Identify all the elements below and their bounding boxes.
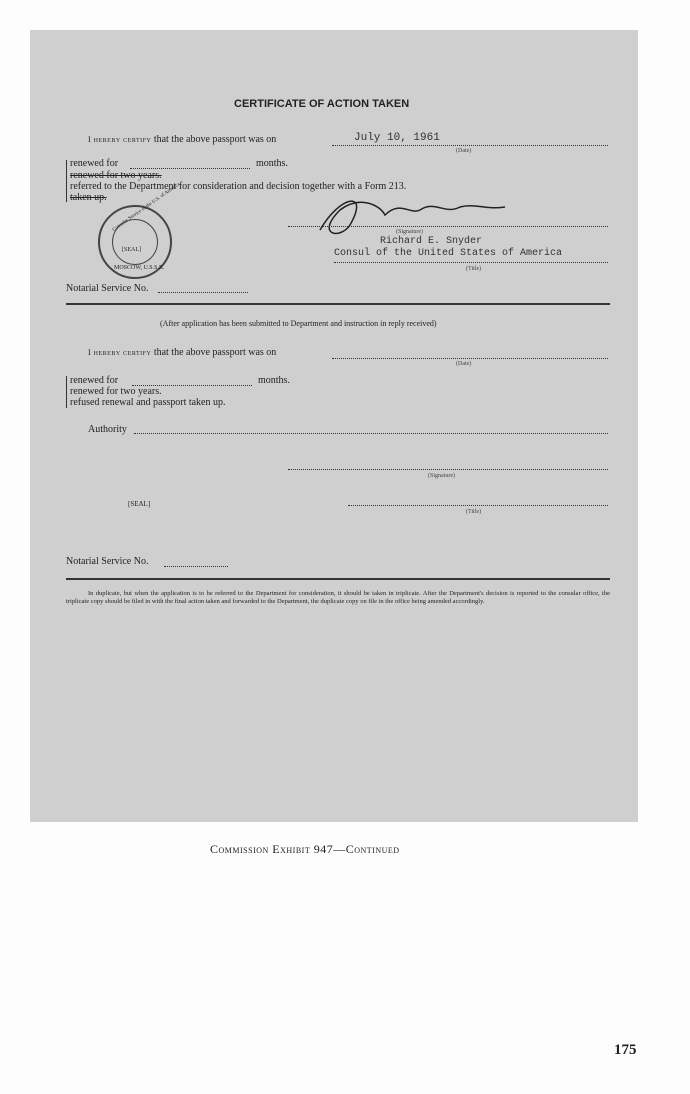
certificate-title: CERTIFICATE OF ACTION TAKEN bbox=[234, 98, 410, 110]
second-section-heading: (After application has been submitted to Department and instruction in reply received) bbox=[160, 319, 437, 328]
exhibit-caption: Commission Exhibit 947—Continued bbox=[210, 842, 400, 856]
certify-prefix: I hereby certify bbox=[88, 135, 152, 144]
certify-text: that the above passport was on bbox=[153, 134, 277, 145]
title-caption: (Title) bbox=[466, 266, 482, 272]
option-referred: referred to the Department for consideration and decision together with a Form 213. bbox=[70, 181, 407, 192]
date-value: July 10, 1961 bbox=[354, 132, 440, 144]
option-renewed-months: renewed for bbox=[70, 158, 119, 169]
signature-caption: (Signature) bbox=[396, 229, 423, 235]
option-taken-up: taken up. bbox=[70, 192, 107, 203]
signer-name: Richard E. Snyder bbox=[380, 236, 483, 247]
signer-title: Consul of the United States of America bbox=[334, 248, 563, 259]
consular-seal: Consular Service of the U.S. of America MOSCOW, U.S.S.R. [SEAL] bbox=[98, 205, 172, 279]
date-caption: (Date) bbox=[456, 148, 472, 154]
option-renewed-two-years: renewed for two years. bbox=[70, 170, 162, 181]
authority-label: Authority bbox=[88, 424, 127, 435]
seal-placeholder: [SEAL] bbox=[128, 500, 151, 508]
page-number: 175 bbox=[614, 1042, 637, 1058]
footnote: In duplicate, but when the application is to be referred to the Department for consideration, it should be taken in triplicate. After the Department's decision is reported to the consular office, the triplicate copy should be filed in with the final action taken and forwarded to the Department, the duplicate copy on file in the office being amended accordingly. bbox=[66, 590, 610, 605]
months-label: months. bbox=[256, 158, 288, 169]
document-page: CERTIFICATE OF ACTION TAKEN I hereby certify that the above passport was on July 10, 1961 (Date) renewed for months. renewed for two years. referred to the Department for consideration and decision together with a Form 213. taken up. Consular Service of the U.S. of America MOSCOW, U.S.S.R. [SEAL] (Signature) Richard E. Snyder Consul of the United States of America (Title) Notarial Service No. (After application has been submitted to Department and instruction in reply received) I hereby certify that the above passport was on (Date) renewed for months. renewed for two years. refused renewal and passport taken up. Authority (Signature) [SEAL] (Title) Notarial Service No. In duplicate, but when the application is to be referred to the Department for consideration, it should be taken in triplicate. After the Department's decision is reported to the consular office, the triplicate copy should be filed in with the final action taken and forwarded to the Department, the duplicate copy on file in the office being amended accordingly. Commission Exhibit 947—Continued 175 bbox=[0, 0, 690, 1094]
notarial-label: Notarial Service No. bbox=[66, 283, 149, 294]
